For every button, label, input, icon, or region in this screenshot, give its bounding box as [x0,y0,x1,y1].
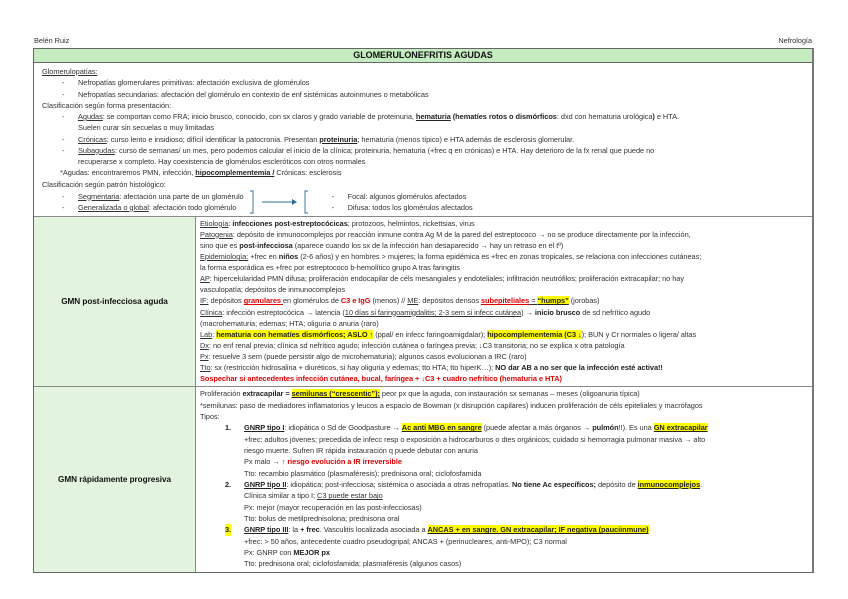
text-segment: Nefropatías secundarias: afectación del glomérulo en contexto de enf sistémicas autoinmunes o metabólicas [78,89,429,99]
intro-lines [42,66,808,190]
text-segment: ; protozoos, helmintos, rickettsias, virus [347,218,475,228]
text-segment: Tto: recambio plasmático (plasmaféresis); prednisona oral; ciclofosfamida [244,468,482,478]
text-segment: +frec: > 50 años, antecedente cuadro pseudogripal; ANCAS + (perinucleares, anti-MPO); C3 normal [244,536,567,546]
row-label: GMN post-infecciosa aguda [34,216,196,386]
text-segment: Clínica [200,307,223,317]
text-segment: Px: mejor (mayor recuperación en las post-infecciosas) [244,502,422,512]
text-segment: Px: GNRP con [244,547,294,557]
text-segment: . [700,479,703,489]
text-segment: vasculopatía; depósitos de inmunocomplejos [200,285,345,295]
text-segment: AP [200,274,210,284]
list-item [42,191,244,202]
text-segment: depósito de [595,479,638,489]
subject-name: Nefrología [778,36,812,45]
text-segment: Dx [200,340,209,350]
item-number: 2. [225,479,232,489]
text-line [200,240,808,251]
text-line [200,229,808,240]
text-segment: MEJOR px [293,547,330,557]
text-segment: = [529,296,538,306]
text-segment: 10 días si faringoamigdalitis; 2-3 sem si infecc cutánea [344,307,522,317]
item-number: 3. [225,525,232,535]
text-segment: Agudas [78,112,103,121]
text-segment: inicio brusco [534,307,581,317]
row-lines [200,388,808,570]
text-segment: granulares [243,296,283,306]
text-segment: (puede afectar a más órganos → [481,423,593,433]
text-segment: “humps” [537,296,569,306]
text-segment: inmunocomplejos [637,479,701,489]
text-line [200,362,808,373]
text-segment: C3 e IgG [340,296,371,306]
text-segment: NO dar AB a no ser que la infección esté activa!! [495,362,663,372]
text-line [200,307,808,318]
text-segment: +frec en [248,252,279,262]
text-segment: : infección estreptocócica → latencia ( [222,307,345,317]
text-segment: post-infecciosa [239,240,293,250]
text-segment: Crónicas [78,134,107,144]
text-segment: de sd nefrítico agudo [580,307,651,317]
text-segment: recuperarse x completo. Hay coexistencia de glomérulos escleróticos con otros normales [78,157,366,166]
text-segment: extracapilar = [242,389,292,399]
text-line [42,122,808,133]
text-line [42,100,808,111]
list-item: - Difusa: todos los glomérulos afectados [312,202,473,213]
text-segment: : hipercelularidad PMN difusa; proliferación endocapilar de céls mesangiales y endoteliales; infiltración neutrófilos; proliferación extracapilar; no hay [209,274,684,284]
histology-classification [42,190,808,214]
text-segment: en glomérulos de [282,296,341,306]
text-segment: peor px que la aguda, con instauración sx semanas – meses (oligoanuria típica) [379,389,640,399]
text-line [42,66,808,77]
text-segment: Nefropatías glomerulares primitivas: afectación exclusiva de glomérulos [78,78,310,88]
text-segment: e HTA. [654,112,679,121]
text-segment: GNRP tipo I [244,423,285,433]
text-segment: GN extracapilar [653,423,708,433]
text-segment: *Agudas: encontraremos PMN, infección, [60,168,196,178]
text-line [200,388,808,399]
text-segment: Sospechar si antecedentes infección cutánea, bucal, faríngea + ↓C3 + cuadro nefrítico (hematuria e HTA) [200,374,562,384]
text-segment: proteinuria [319,134,358,144]
document-page [33,48,814,573]
text-segment: (hematíes rotos o dismórficos [450,112,557,121]
item-number: 1. [225,423,232,433]
text-segment: ) [652,112,655,121]
text-segment: (aparece cuando los sx de la infección han desaparecido → hay un retraso en el tº) [292,240,564,250]
text-line [200,329,808,340]
text-segment: . Vasculitis localizada asociada a [319,525,428,535]
text-segment: IF: [200,296,209,306]
term: Generalizada o global [78,202,149,212]
text-line [200,400,808,411]
text-line [200,411,808,422]
text-segment: Clasificación según patrón histológico: [42,179,166,189]
text-segment: hipocomplementemia / [195,168,275,178]
text-segment: : curso lento e insidioso; difícil identificar la patocronia. Presentan [106,134,320,144]
text-line [42,156,808,167]
text-segment: Proliferación [200,389,243,399]
text-segment: ; hematuria (menos típico) e HTA además de esclerosis glomerular. [357,134,575,144]
text-segment: Ac anti MBG en sangre [401,423,482,433]
text-line [200,445,808,456]
text-segment: Px [200,351,209,361]
text-segment: ME [407,296,419,306]
text-segment: Suelen curar sin secuelas o muy limitadas [78,123,214,133]
text-line [200,547,808,558]
text-segment: : curso de semanas/ un mes, pero podemos calcular el inicio de la clínica; proteinuria, hematuria (+frec q en crónicas) e HTA. Hay deterioro de la fx renal que puede no [114,145,655,155]
text-line [200,251,808,262]
text-segment: Etiología [200,218,229,228]
text-line [200,273,808,284]
text-segment: +frec: adultos jóvenes; precedida de infecc resp o exposición a hidrocarburos o dtes orgánicos; cuidado si hemorragia pulmonar masiva → alto [244,434,706,444]
text-segment: (menos) // [370,296,408,306]
text-segment: ); BUN y Cr normales o ligera/ altas [581,329,697,339]
text-segment: !!). Es una [618,423,654,433]
text-line [200,536,808,547]
text-segment: Epidemiología: [200,252,249,262]
text-segment: Lab [200,329,213,339]
text-segment: Patogenia [200,229,233,239]
row-label: GMN rápidamente progresiva [34,387,196,572]
text-segment: infecciones post-estreptocócicas [232,218,348,228]
text-segment: Crónicas: esclerosis [274,168,342,178]
text-segment: sino que es [200,240,240,250]
text-segment: (macrohematuria; edemas; HTA; oliguria o anuria (raro) [200,318,379,328]
text-line [200,434,808,445]
text-segment: : [228,218,233,228]
text-line [200,218,808,229]
text-segment: ANCAS + en sangre. GN extracapilar; IF negativa (pauciinmune) [427,525,649,535]
text-segment: (2-6 años) y en hombres > mujeres; la forma epidémica es +frec en zonas tropicales, se relaciona con infecciones cutáneas; [298,252,702,262]
text-line [42,111,808,122]
text-segment: Tto: prednisona oral; ciclofosfamida; plasmaféresis (algunos casos) [244,559,462,569]
text-line [42,134,808,145]
text-line [42,167,808,178]
text-segment: hipocomplementemia (C3 ↓ [487,329,582,339]
text-line [200,340,808,351]
text-line [200,351,808,362]
text-segment: GNRP tipo III [244,525,289,535]
text-line [200,513,808,524]
numbered-item [200,422,808,433]
text-segment: : idiopática; post-infecciosa; sistémica o asociada a otras nefropatías. [286,479,512,489]
text-segment: *semilunas: paso de mediadores inflamatorios y leucos a espacio de Bowman (x disrupción capilares) inducen proliferación de céls epiteliales y macrófagos [200,400,703,410]
text-segment: Tto: bolus de metilprednisolona; prednisona oral [244,513,400,523]
text-segment: : resuelve 3 sem (puede persistir algo de microhematuria); algunos casos evolucionan a IRC (raro) [208,351,527,361]
text-segment: ) → [521,307,535,317]
text-segment: : depósito de inmunocomplejos por reacción inmune contra Ag M de la pared del estreptococo → no se produce directamente por la infección, [232,229,691,239]
text-segment: Clínica similar a tipo I; [244,491,318,501]
text-segment: Px malo → [244,457,282,467]
text-segment: : la [288,525,301,535]
row-lines [200,218,808,384]
text-segment: : idiopática o Sd de Goodpasture → [284,423,402,433]
list-item: - Focal: algunos glomérulos afectados [312,191,473,202]
numbered-item [200,524,808,535]
desc: : afectación todo glomérulo [148,202,237,212]
text-line [200,558,808,569]
text-segment: subepiteliales [481,296,530,306]
text-line [200,456,808,467]
text-segment: hematuria [415,112,451,121]
text-segment: Clasificación según forma presentación: [42,100,172,110]
text-segment: No tiene Ac específicos; [511,479,596,489]
text-line [200,295,808,306]
text-line [42,77,808,88]
text-segment: : no enf renal previa; clínica sd nefrítico agudo; infección cutánea o faríngea previa; ↓C3 transitoria; no se explica x otra patología [208,340,625,350]
text-segment: + frec [300,525,320,535]
author-name: Belén Ruiz [34,36,70,45]
text-segment: (ppal/ en infecc faringoamigdalar); [373,329,488,339]
intro-section [34,63,812,216]
text-segment: : sx (restricción hidrosalina + diuréticos, si hay oliguria y edemas; tto HTA; tto hiperK…); [210,362,496,372]
desc: : afectación una parte de un glomérulo [119,191,244,201]
term: Segmentaria [78,191,120,201]
text-line [42,145,808,156]
text-segment: : depósitos densos [418,296,481,306]
text-segment: Tto [200,362,211,372]
row-content [196,387,813,572]
text-segment: riesgo muerte. Sufren IR rápida instauración q puede debutar con anuria [244,445,478,455]
text-line [200,373,808,384]
text-line [200,262,808,273]
text-line [200,468,808,479]
text-line [42,179,808,190]
text-segment: : dxd con hematuria urológica [556,112,653,121]
histology-right [312,191,473,214]
text-segment: niños [278,252,299,262]
text-segment: Tipos: [200,411,220,421]
text-segment: pulmón [592,423,619,433]
text-segment: Subagudas [78,145,115,155]
histology-left [42,191,244,214]
text-segment: : [212,329,217,339]
text-line [200,284,808,295]
text-segment: : se comportan como FRA; inicio brusco, conocido, con sx claros y grado variable de proteinuria, [102,112,416,121]
page-title: GLOMERULONEFRITIS AGUDAS [34,49,812,63]
text-segment: depósitos [208,296,244,306]
text-line [200,490,808,501]
text-segment: ↑ riesgo evolución a IR irreversible [281,457,402,467]
table-row [34,216,812,386]
row-content [196,216,813,386]
text-line [200,502,808,513]
text-segment: hematuria con hematíes dismórficos; ASLO ↑ [216,329,374,339]
list-item [42,202,244,213]
text-segment: semilunas (“crescentic”); [291,389,380,399]
text-segment: C3 puede estar bajo [317,491,383,501]
text-segment: Glomerulopatías: [42,67,98,76]
text-line [42,89,808,100]
text-segment: (jorobas) [568,296,600,306]
text-line [200,318,808,329]
gmn-table [34,216,812,572]
numbered-item [200,479,808,490]
text-segment: la forma esporádica es +frec por estreptococo b-hemolítico grupo A tras faringitis [200,263,460,273]
text-segment: GNRP tipo II [244,479,287,489]
table-row [34,387,812,572]
